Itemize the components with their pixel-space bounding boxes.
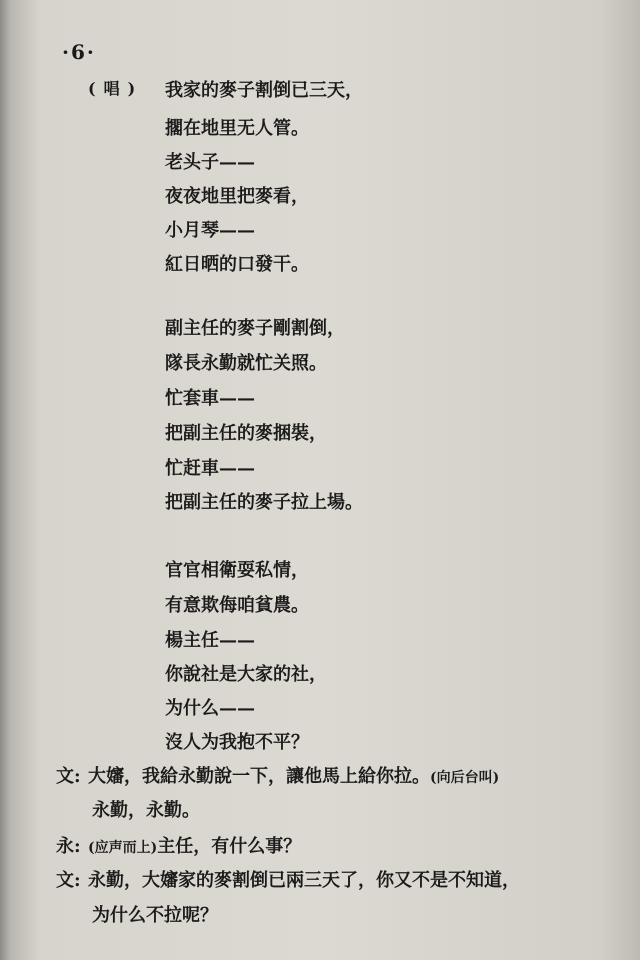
song-line: 小月琴—— xyxy=(165,220,255,241)
song-line: 我家的麥子割倒已三天， xyxy=(165,80,363,101)
song-line: 忙套車—— xyxy=(165,388,255,409)
song-line: 副主任的麥子剛割倒， xyxy=(165,318,345,339)
dialogue-text: 大嬸，我給永勤說一下，讓他馬上給你拉。 xyxy=(88,766,430,787)
song-line: 擱在地里无人管。 xyxy=(165,118,309,139)
dialogue-line xyxy=(88,762,499,788)
song-line: 紅日晒的口發干。 xyxy=(165,254,309,275)
song-line: 你說社是大家的社， xyxy=(165,664,327,685)
page-number: ·6· xyxy=(62,40,96,64)
song-line: 隊長永勤就忙关照。 xyxy=(165,353,327,374)
dialogue-continuation: 为什么不拉呢？ xyxy=(92,905,218,926)
song-line: 官官相衛耍私情， xyxy=(165,560,309,581)
song-line: 忙赶車—— xyxy=(165,458,255,479)
song-line: 把副主任的麥捆裝， xyxy=(165,423,327,444)
speaker-label: 永: xyxy=(56,836,81,857)
stage-direction: (应声而上) xyxy=(88,840,158,856)
dialogue-line xyxy=(88,832,301,858)
singing-tag: (唱) xyxy=(88,79,144,98)
song-line: 把副主任的麥子拉上場。 xyxy=(165,492,363,513)
dialogue-line: 永勤，大嬸家的麥割倒已兩三天了，你又不是不知道， xyxy=(88,870,520,891)
song-line: 楊主任—— xyxy=(165,630,255,651)
song-line: 老头子—— xyxy=(165,152,255,173)
dialogue-continuation: 永勤，永勤。 xyxy=(92,800,200,821)
song-line: 为什么—— xyxy=(165,698,255,719)
stage-direction: (向后台叫) xyxy=(430,770,500,786)
song-line: 沒人为我抱不平？ xyxy=(165,732,309,753)
song-line: 有意欺侮咱貧農。 xyxy=(165,595,309,616)
song-line: 夜夜地里把麥看， xyxy=(165,186,309,207)
dialogue-text: 主任，有什么事？ xyxy=(157,836,302,857)
speaker-label: 文: xyxy=(56,766,81,787)
speaker-label: 文: xyxy=(56,870,81,891)
